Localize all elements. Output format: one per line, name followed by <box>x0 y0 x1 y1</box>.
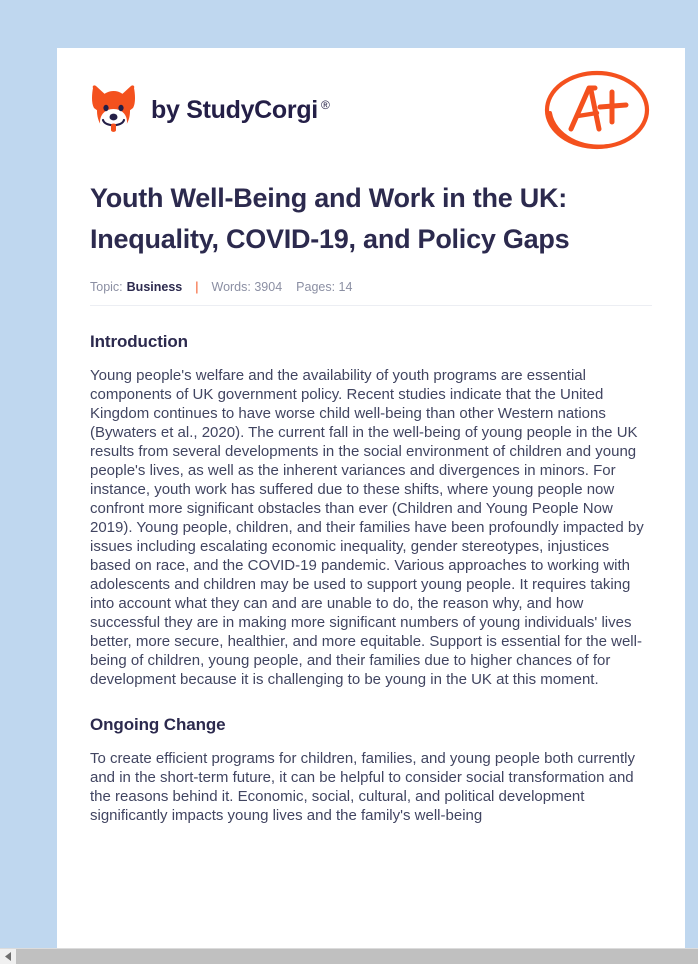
a-plus-badge-icon <box>542 66 652 154</box>
page-title: Youth Well-Being and Work in the UK: Inequality, COVID-19, and Policy Gaps <box>90 183 570 254</box>
arrow-left-icon <box>5 952 12 961</box>
document-page <box>57 48 685 948</box>
meta-separator: | <box>195 280 199 294</box>
meta-topic-label: Topic: <box>90 280 123 294</box>
section-heading-ongoing-change: Ongoing Change <box>90 715 226 734</box>
scrollbar-thumb[interactable] <box>16 949 698 964</box>
paragraph: Young people's welfare and the availability of youth programs are essential components of UK government policy. Recent studies indicate that the United Kingdom continues to have worse child well-being than other Western nations (Bywaters et al., 2020). The current fall in the well-being of young people in the UK results from several developments in the social environment of children and young people's lives, as well as the inherent variances and divergences in minors. For instance, youth work has suffered due to these shifts, where young people now confront more significant obstacles than ever (Children and Young People Now 2019). Young people, children, and their families have been profoundly impacted by issues including escalating economic inequality, gender stereotypes, injustices based on race, and the COVID-19 pandemic. Various approaches to working with adolescents and children may be used to support young people. It requires taking into account what they can and are unable to do, the reason why, and how successful they are in making more significant numbers of young individuals' lives better, more secure, healthier, and more equitable. Support is essential for the well-being of children, young people, and their families due to higher chances of for development because it is challenging to be young in the UK at this moment. <box>90 367 644 688</box>
document-header <box>90 48 652 156</box>
brand-name: by StudyCorgi <box>151 95 318 124</box>
meta-pages: Pages: 14 <box>296 280 353 294</box>
document-body <box>90 332 652 825</box>
brand-lockup[interactable] <box>90 84 330 136</box>
document-meta <box>90 260 652 306</box>
meta-words: Words: 3904 <box>211 280 283 294</box>
corgi-logo-icon <box>90 84 137 136</box>
horizontal-scrollbar[interactable] <box>0 948 698 964</box>
scrollbar-track[interactable] <box>16 949 698 964</box>
scroll-left-button[interactable] <box>0 949 16 964</box>
meta-topic-value[interactable]: Business <box>126 280 183 294</box>
section-heading-introduction: Introduction <box>90 332 188 351</box>
registered-trademark-icon: ® <box>320 97 330 112</box>
paragraph: To create efficient programs for children, families, and young people both currently and in the short-term future, it can be helpful to consider social transformation and the reasons behind it. Economic, social, cultural, and political development significantly impacts young lives and the family's well-being <box>90 750 636 824</box>
